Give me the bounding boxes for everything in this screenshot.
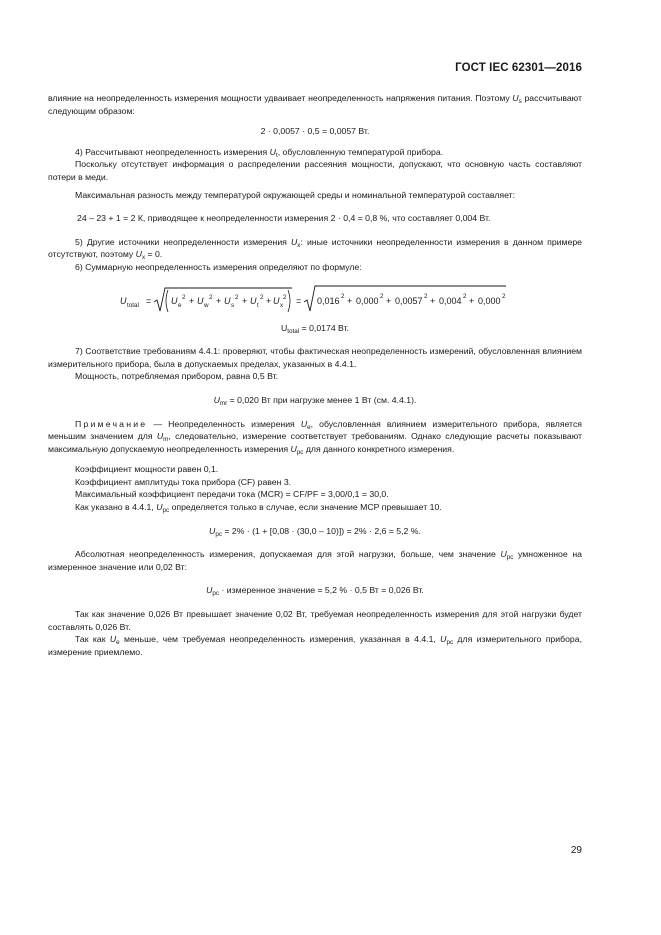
term-sym: U <box>224 295 231 306</box>
paragraph-copper-losses: Поскольку отсутствует информация о распределении рассеяния мощности, допускают, что основную часть составляют потери в меди. <box>48 159 582 182</box>
paragraph-step-4: 4) Рассчитывают неопределенность измерения $U_t$, обусловленную температурой прибора. <box>75 146 444 159</box>
formula-graphic <box>48 284 582 318</box>
list-crest-factor: Коэффициент амплитуды тока прибора (CF) равен 3. <box>75 476 292 487</box>
plus-sign: + <box>242 295 248 306</box>
list-power-factor: Коэффициент мощности равен 0,1. <box>75 464 219 475</box>
term-sym: U <box>250 295 257 306</box>
term-power: 2 <box>209 293 213 301</box>
list-mcr: Максимальный коэффициент передачи тока (MCR) = CF/PF = 3,00/0,1 = 30,0. <box>75 489 389 500</box>
term-sym: U <box>273 295 280 306</box>
value-power: 2 <box>424 292 428 300</box>
plus-sign: + <box>266 295 272 306</box>
paragraph-conclusion: Так как $U_e$ меньше, чем требуемая неопределенность измерения, указанная в 4.4.1, $U_{pc}$ для измерительного прибора, измерение приемлемо. <box>48 634 583 657</box>
bracket-right-1 <box>288 290 290 312</box>
paragraph-absolute-uncertainty: Абсолютная неопределенность измерения, допускаемая для этой нагрузки, больше, чем значение $U_{pc}$ умноженное на измеренное значение или 0,02 Вт: <box>48 549 582 572</box>
formula-equals-1: = <box>146 295 152 306</box>
term-power: 2 <box>235 293 239 301</box>
plus-sign: + <box>430 295 436 306</box>
value-power: 2 <box>380 292 384 300</box>
term-sub: x <box>280 301 284 309</box>
formula-equals-2: = <box>296 295 302 306</box>
list-upc-condition: Как указано в 4.4.1, $U_{pc}$ определяется только в случае, если значение MCP превышает 10. <box>75 502 442 515</box>
value-term: 0,004 <box>439 295 462 306</box>
equation-total: $U_{total} = 0,0174$ Вт. <box>280 322 349 335</box>
value-power: 2 <box>502 292 506 300</box>
value-term: 0,0057 <box>395 295 423 306</box>
note-paragraph: Примечание — Неопределенность измерения $U_e$, обусловленная влиянием измерительного прибора, является меньшим значением для $U_m$, следовательно, измерение соответствует требованиям. Однако следующие расчеты показывают максимальную допускаемую неопределенность измерения $U_{pc}$ для данного конкретного измерения. <box>48 418 582 456</box>
total-uncertainty-formula <box>48 284 582 318</box>
equation-measured-value: $U_{pc}$ · измеренное значение = 5,2 % · 0,5 Вт = 0,026 Вт. <box>206 585 424 598</box>
equation-upc: $U_{pc} = 2\% \cdot (1 + [0,08 \cdot (30,0 - 10)]) = 2\% \cdot 2,6 = 5,2$ %. <box>209 525 421 538</box>
standard-header: ГОСТ IEC 62301—2016 <box>455 62 582 74</box>
plus-sign: + <box>189 295 195 306</box>
paragraph-supply-voltage: влияние на неопределенность измерения мощности удваивает неопределенность напряжения питания. Поэтому $U_s$ рассчитывают следующим образом: <box>48 93 582 116</box>
value-power: 2 <box>341 292 345 300</box>
plus-sign: + <box>469 295 475 306</box>
numeric-terms <box>317 293 506 306</box>
term-sub: w <box>204 301 209 309</box>
value-term: 0,000 <box>478 295 501 306</box>
term-sub: s <box>231 301 235 309</box>
term-power: 2 <box>283 293 287 301</box>
paragraph-step-6: 6) Суммарную неопределенность измерения определяют по формуле: <box>75 261 362 272</box>
equation-temperature: 24 – 23 + 1 = 2 К, приводящее к неопределенности измерения 2 · 0,4 = 0,8 %, что составляет 0,004 Вт. <box>77 213 491 224</box>
page-number: 29 <box>570 845 582 856</box>
equation-supply: 2 · 0,0057 · 0,5 = 0,0057 Вт. <box>260 126 370 137</box>
term-sub: t <box>257 301 259 309</box>
bracket-left-1 <box>166 290 168 312</box>
note-label: Примечание <box>75 418 148 429</box>
paragraph-power-consumption: Мощность, потребляемая прибором, равна 0,5 Вт. <box>75 371 279 382</box>
equation-mr: $U_{mr} = 0,020$ Вт при нагрузке менее 1 Вт (см. 4.4.1). <box>213 394 417 407</box>
paragraph-step-7: 7) Соответствие требованиям 4.4.1: проверяют, чтобы фактическая неопределенность измерений, обусловленная влиянием измерительного прибора, была в допускаемых пределах, указанных в 4.4.1. <box>48 346 582 369</box>
paragraph-step-5: 5) Другие источники неопределенности измерения $U_x$: иные источники неопределенности измерения в данном примере отсутствуют, поэтому $U_x = 0$. <box>48 236 582 262</box>
term-sub: e <box>178 301 182 309</box>
paragraph-temperature-difference: Максимальная разность между температурой окружающей среды и номинальной температурой составляет: <box>75 189 516 200</box>
value-term: 0,000 <box>356 295 379 306</box>
plus-sign: + <box>386 295 392 306</box>
formula-lhs: U <box>120 295 127 306</box>
term-sym: U <box>171 295 178 306</box>
page-body <box>48 92 582 658</box>
plus-sign: + <box>216 295 222 306</box>
plus-sign: + <box>347 295 353 306</box>
term-power: 2 <box>260 293 264 301</box>
value-term: 0,016 <box>317 295 340 306</box>
paragraph-required-uncertainty: Так как значение 0,026 Вт превышает значение 0,02 Вт, требуемая неопределенность измерения для этой нагрузки будет составлять 0,026 Вт. <box>48 609 582 632</box>
term-power: 2 <box>182 293 186 301</box>
formula-lhs-sub: total <box>127 301 139 309</box>
term-sym: U <box>197 295 204 306</box>
value-power: 2 <box>463 292 467 300</box>
symbolic-terms <box>171 294 287 309</box>
